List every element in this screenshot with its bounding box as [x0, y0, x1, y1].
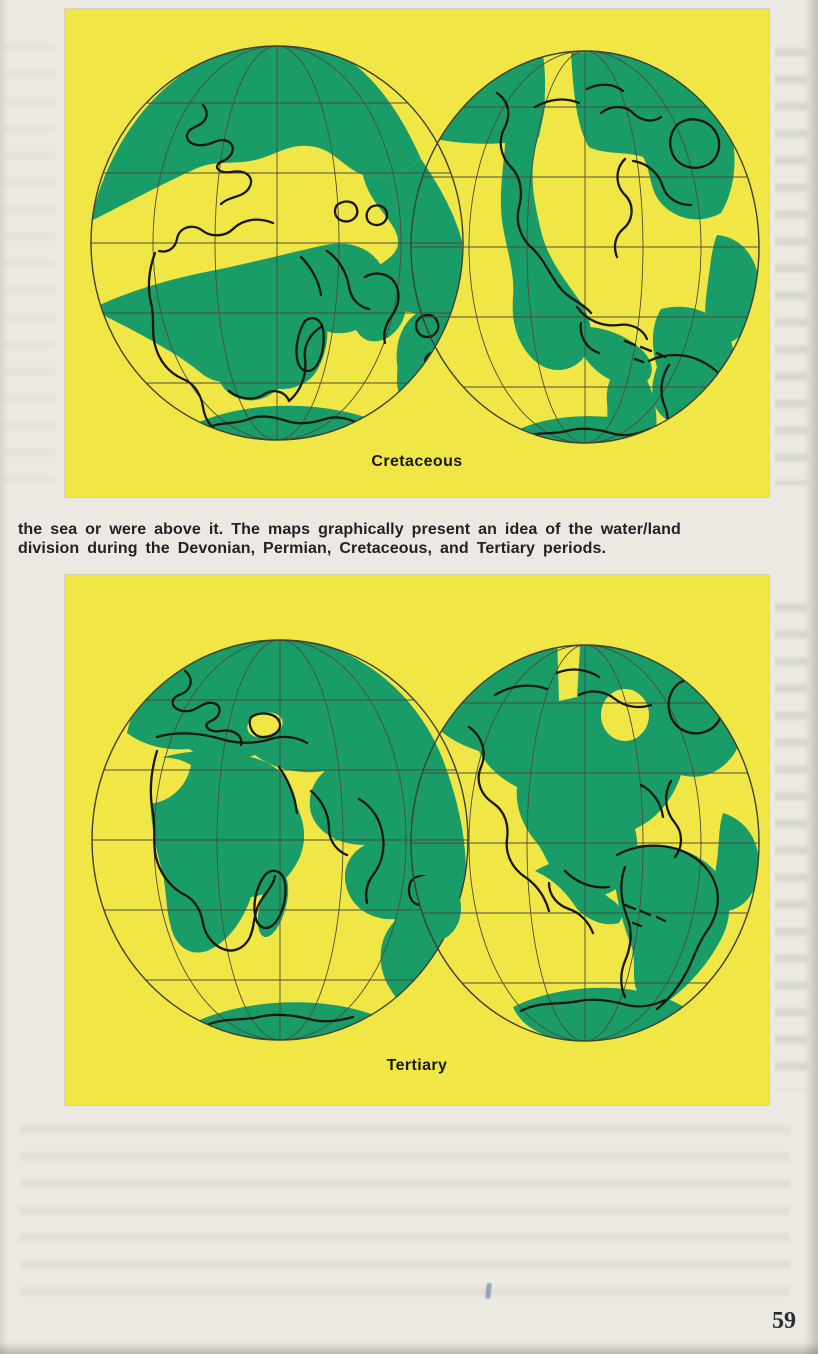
ink-smudge: [485, 1283, 492, 1299]
figure-caption: [18, 520, 806, 558]
page-number: 59: [772, 1308, 796, 1334]
page-edge-shadow-bottom: [0, 1342, 818, 1354]
bleed-through-text: [775, 35, 807, 485]
globe-eastern-hemisphere: [91, 43, 465, 465]
cretaceous-map-graphic: [65, 9, 769, 497]
page-edge-shadow-right: [804, 0, 818, 1354]
landmass-shapes: [127, 638, 472, 1057]
caption-line-2: division during the Devonian, Permian, Cretaceous, and Tertiary periods.: [18, 540, 607, 557]
page-edge-shadow-left: [0, 0, 8, 1354]
caption-line-1: the sea or were above it. The maps graphically present an idea of the water/land: [18, 521, 681, 538]
bleed-through-text: [20, 1112, 790, 1308]
landmass-shapes: [425, 52, 759, 476]
bleed-through-text: [4, 30, 56, 500]
bleed-through-text: [775, 590, 807, 1090]
figure-cretaceous: [65, 9, 769, 497]
tertiary-label: Tertiary: [386, 1057, 448, 1074]
landmass-shapes: [91, 43, 465, 465]
figure-tertiary: [65, 575, 769, 1105]
tertiary-map-graphic: [65, 575, 769, 1105]
cretaceous-label: Cretaceous: [371, 453, 463, 470]
globe-western-hemisphere: [411, 51, 759, 480]
